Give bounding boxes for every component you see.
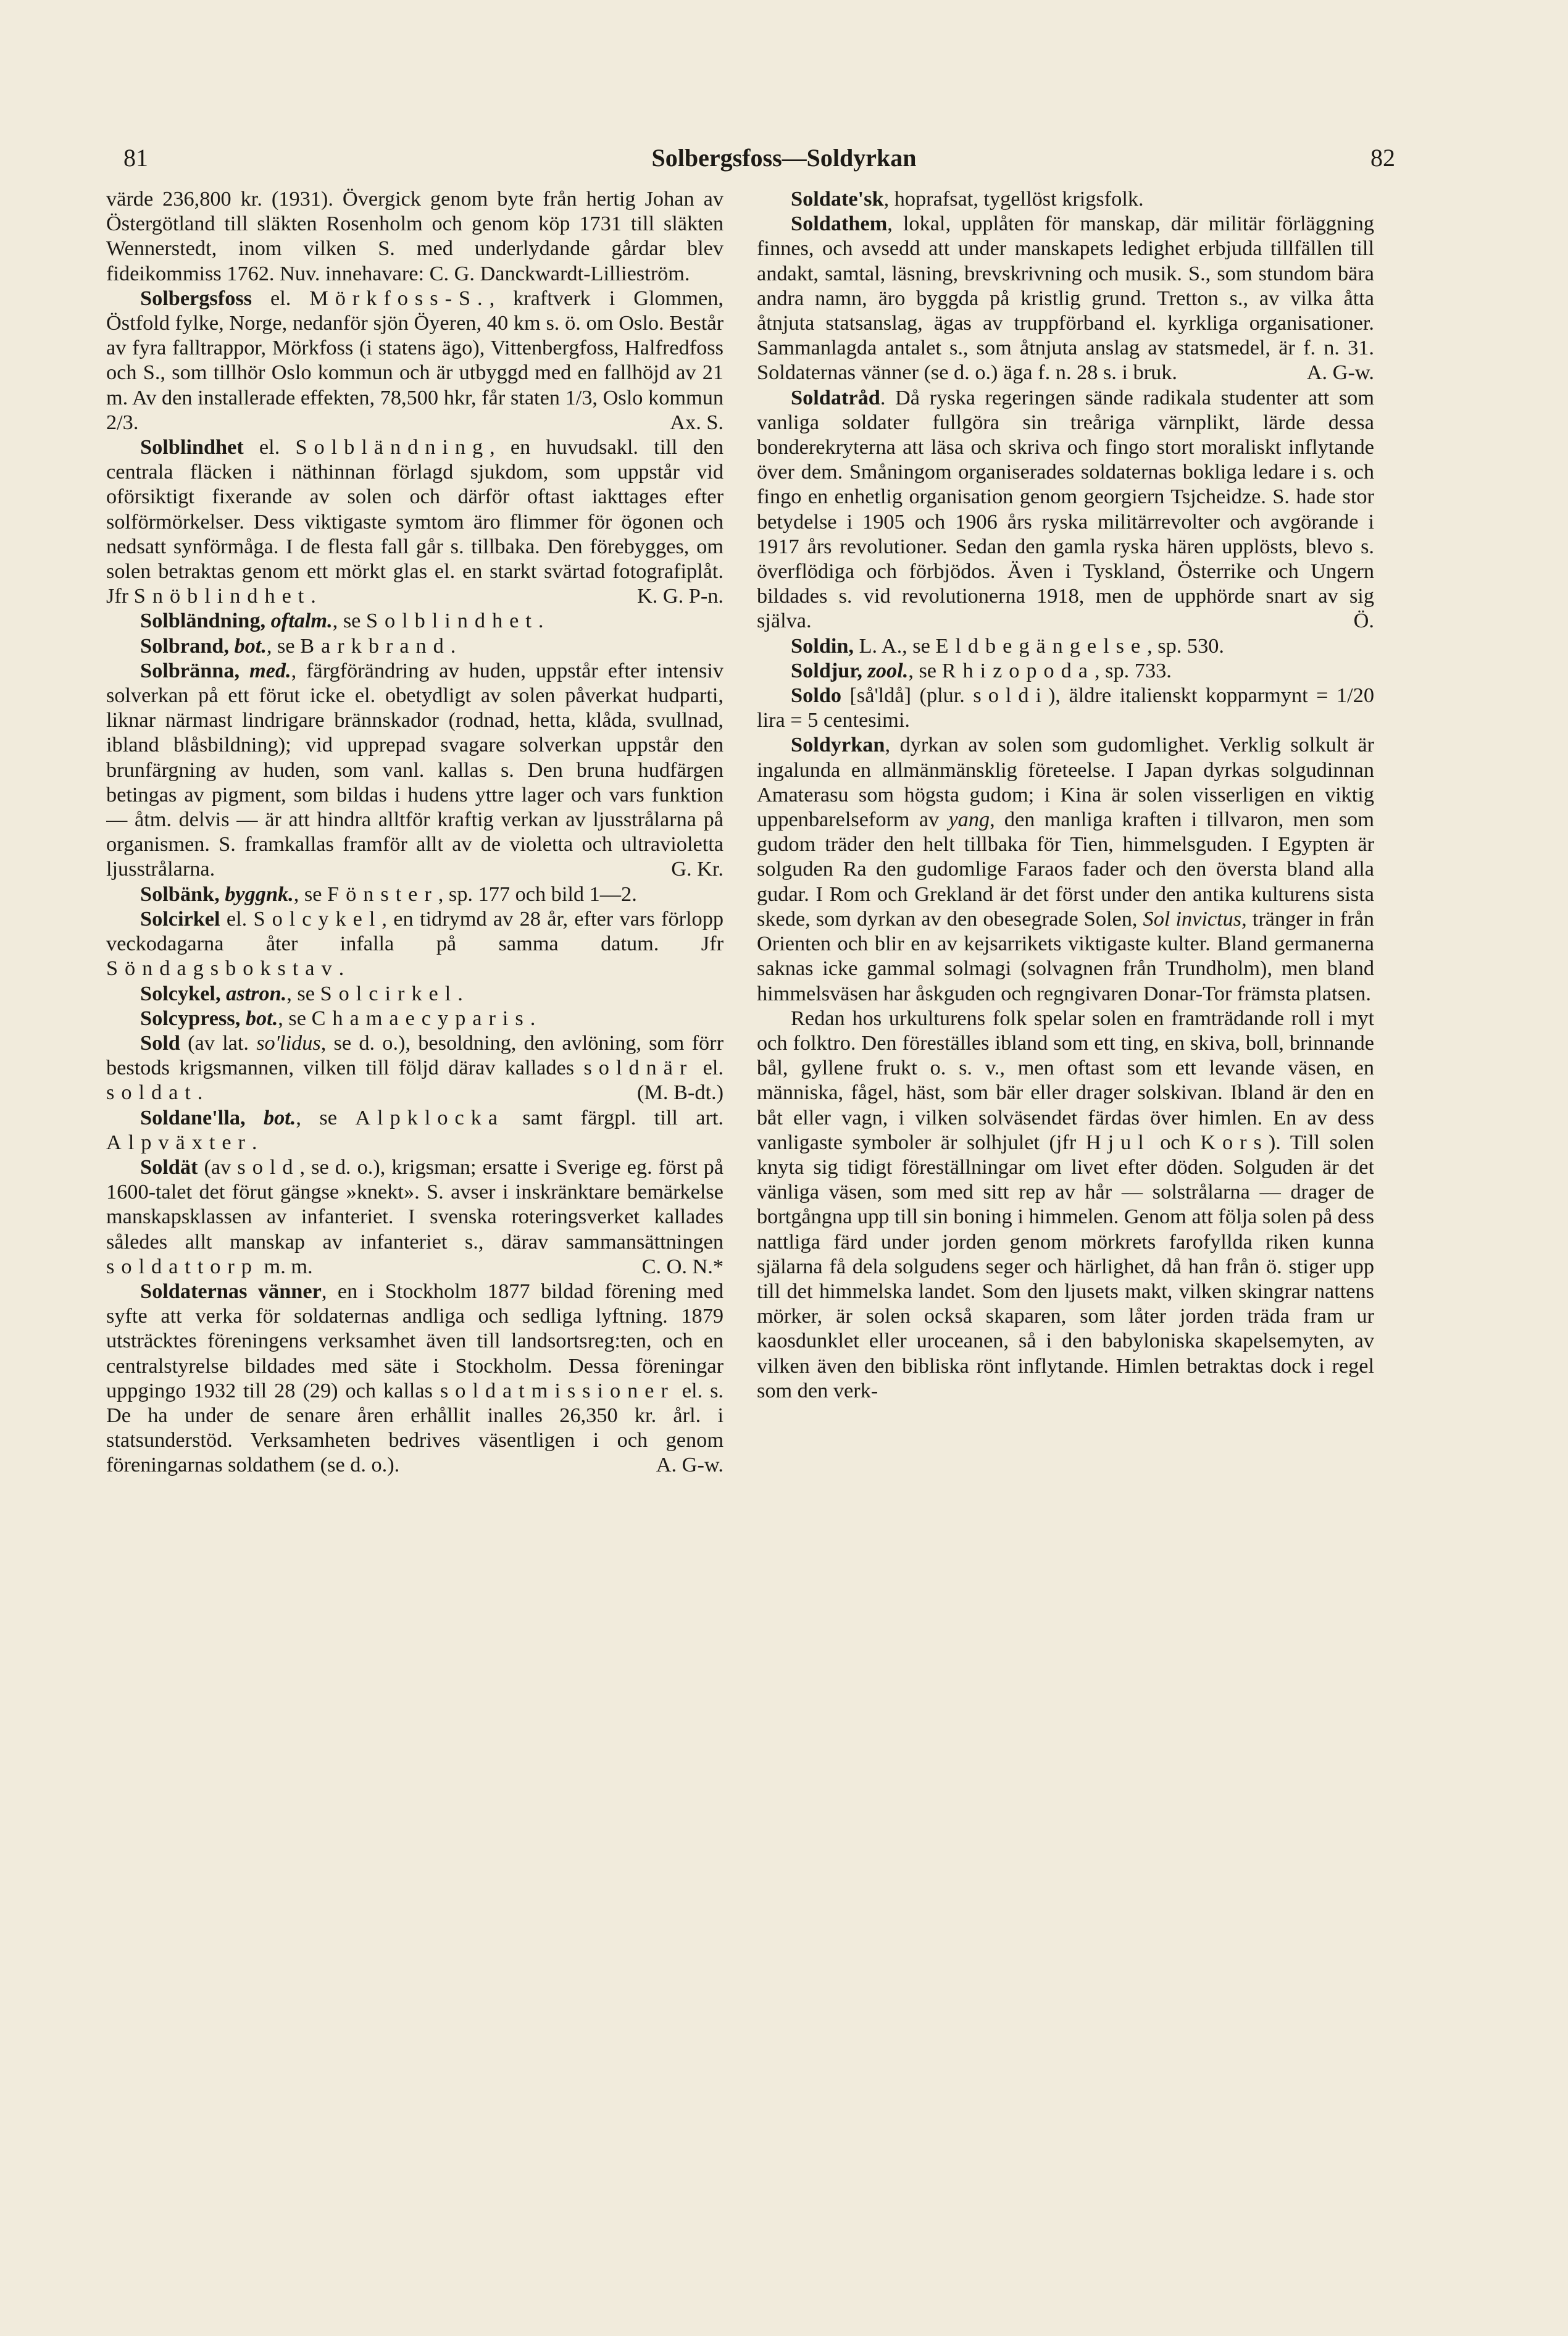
left-column	[106, 186, 724, 2280]
entry-solbranna: Solbränna, med., färgförändring av huden, uppstår efter intensiv solverkan på ett förut icke el. obetydligt av solen påverkat hudparti, liknar närmast lindrigare brännskador (rodnad, hetta, klåda, svullnad, ibland blåsbildning); vid upprepad svagare solverkan uppstår den brunfärgning av huden, som vanl. kallas s. Den bruna hudfärgen betingas av pigment, som bildas i hudens yttre lager och vars funktion — åtm. delvis — är att hindra alltför kraftig verkan av ljusstrålarna på organismen. S. framkallas framför allt av de violetta och ultravioletta ljusstrålarna. G. Kr.	[106, 658, 724, 881]
signature: C. O. N.*	[641, 1254, 724, 1278]
signature: (M. B-dt.)	[636, 1081, 724, 1105]
running-header	[0, 143, 1568, 180]
entry-soldyrkan: Soldyrkan, dyrkan av solen som gudomlighet. Verklig solkult är ingalunda en allmänmänsklig företeelse. I Japan dyrkas solgudinnan Amaterasu som högsta gudom; i Kina är solen visserligen en viktig uppenbarelseform av yang, den manliga kraften i tillvaron, men som gudom träder den helt tillbaka för Tien, himmelsguden. I Egypten är solguden Ra den gudomlige Faraos fader och den översta bland alla gudar. I Rom och Grekland är det först under den antika kulturens sista skede, som dyrkan av den obesegrade Solen, Sol invictus, tränger in från Orienten och blir en av kejsarrikets viktigaste kulter. Bland germanerna saknas icke gammal solmagi (solvagnen från Trundholm), men bland himmelsväsen har åskguden och regngivaren Donar-Tor främsta platsen.	[757, 733, 1374, 1005]
entry-sold: Sold (av lat. so'lidus, se d. o.), besoldning, den avlöning, som förr bestods krigsmannen, vilken till följd därav kallades soldnär el. soldat. (M. B-dt.)	[106, 1031, 724, 1105]
entry-soldin: Soldin, L. A., se Eldbegängelse, sp. 530.	[791, 634, 1224, 658]
entry-solblindhet: Solblindhet el. Solbländning, en huvudsakl. till den centrala fläcken i näthinnan förlagd sjukdom, som uppstår vid oförsiktigt fixerande av solen och därför oftast iakttages efter solförmörkelser. Dess viktigaste symtom äro flimmer för ögonen och nedsatt synförmåga. I de flesta fall går s. tillbaka. Den förebygges, om solen betraktas genom ett mörkt glas el. en starkt svärtad fotografiplåt. Jfr Snöblindhet. K. G. P-n.	[106, 435, 724, 608]
signature: Ax. S.	[670, 410, 724, 434]
entry-soldanella: Soldane'lla, bot., se Alpklocka samt färgpl. till art. Alpväxter.	[106, 1105, 724, 1154]
entry-solbrand: Solbrand, bot., se Barkbrand.	[140, 634, 456, 658]
entry-soldatrad: Soldatråd. Då ryska regeringen sände radikala studenter att som vanliga soldater fullgöra sin treåriga värnplikt, lärde dessa bonderekryterna att läsa och skriva och fingo stort moraliskt inflytande över dem. Småningom organiserades soldaternas bokliga ledare i s. och fingo en enhetlig organisation genom georgiern Tsjcheidze. S. hade stor betydelse i 1905 och 1906 års ryska militärrevolter och avgörande i 1917 års revolutioner. Sedan den gamla ryska hären upplösts, blevo s. överflödiga och förbjödos. Även i Tyskland, Österrike och Ungern bildades s. vid revolutionerna 1918, men de upphörde snart av sig själva. Ö.	[757, 385, 1374, 633]
entry-solcykel: Solcykel, astron., se Solcirkel.	[140, 981, 463, 1005]
entry-soldat: Soldät (av sold, se d. o.), krigsman; ersatte i Sverige eg. först på 1600-talet det förut gängse »knekt». S. avser i inskränktare bemärkelse manskapsklassen av infanteriet. I svenska roteringsverket kallades således allt manskap av infanteriet s., därav sammansättningen soldattorp m. m. C. O. N.*	[106, 1155, 724, 1278]
signature: A. G-w.	[1306, 361, 1374, 385]
page-number-left: 81	[123, 144, 148, 172]
page-number-right: 82	[1370, 144, 1395, 172]
entry-solcirkel: Solcirkel el. Solcykel, en tidrymd av 28 år, efter vars förlopp veckodagarna åter infalla på samma datum. Jfr Söndagsbokstav.	[106, 906, 724, 981]
signature: K. G. P-n.	[636, 584, 724, 608]
entry-soldatesk: Soldate'sk, hoprafsat, tygellöst krigsfolk.	[791, 187, 1144, 211]
entry-solbergsfoss: Solbergsfoss el. Mörkfoss-S., kraftverk i Glommen, Östfold fylke, Norge, nedanför sjön Öyeren, 40 km s. ö. om Oslo. Består av fyra falltrappor, Mörkfoss (i statens ägo), Vittenbergfoss, Halfredfoss och S., som tillhör Oslo kommun och är utbyggd med en fallhöjd av 21 m. Av den installerade effekten, 78,500 hkr, får staten 1/3, Oslo kommun 2/3. Ax. S.	[106, 286, 724, 434]
entry-solbank: Solbänk, byggnk., se Fönster, sp. 177 och bild 1—2.	[140, 882, 637, 906]
running-title: Solbergsfoss—Soldyrkan	[651, 144, 917, 172]
signature: G. Kr.	[671, 857, 724, 881]
entry-solcypress: Solcypress, bot., se Chamaecyparis.	[140, 1006, 536, 1030]
entry-soldjur: Soldjur, zool., se Rhizopoda, sp. 733.	[791, 658, 1172, 682]
entry-soldo: Soldo [så'ldå] (plur. soldi), äldre italienskt kopparmynt = 1/20 lira = 5 centesimi.	[757, 684, 1374, 732]
entry-solblandning: Solbländning, oftalm., se Solblindhet.	[140, 609, 544, 633]
right-column	[757, 186, 1374, 2280]
entry-soldathem: Soldathem, lokal, upplåten för manskap, där militär förläggning finnes, och avsedd att under manskapets ledighet erbjuda tillfällen till andakt, samtal, läsning, brevskrivning och musik. S., som stundom bära andra namn, äro byggda på kristlig grund. Tretton s., av vilka åtta åtnjuta statsanslag, ägas av truppförband el. kyrkliga organisationer. Sammanlagda antalet s., som åtnjuta anslag av statsmedel, är f. n. 31. Soldaternas vänner (se d. o.) äga f. n. 28 s. i bruk. A. G-w.	[757, 212, 1374, 385]
paragraph-soldyrkan-cont: Redan hos urkulturens folk spelar solen en framträdande roll i myt och folktro. Den föreställes ibland som ett ting, en skiva, boll, brinnande bål, gyllene frukt o. s. v., men oftast som ett levande väsen, en människa, fågel, häst, som bär eller drager solskivan. Ibland är den en båt eller vagn, i vilken solväsendet färdas över himlen. En av dess vanligaste symboler är solhjulet (jfr Hjul och Kors). Till solen knyta sig tidigt föreställningar om livet efter döden. Solguden är det vänliga väsen, som med sitt rep av hår — solstrålarna — drager de bortgångna upp till sin boning i himmelen. Genom att följa solen på dess nattliga färd under jorden genom mörkrets farofyllda riken kunna själarna få dela solgudens seger och härlighet, då han från ö. stiger upp till det himmelska landet. Som den ljusets makt, vilken skingrar nattens mörker, är solen också skaparen, som låter jorden träda fram ur kaosdunklet eller uroceanen, så i den babyloniska skapelsemyten, av vilken även den bibliska rönt inflytande. Himlen betraktas dock i regel som den verk-	[757, 1006, 1374, 1402]
signature: Ö.	[1353, 609, 1374, 633]
signature: A. G-w.	[656, 1453, 724, 1477]
entry-soldaternas-vanner: Soldaternas vänner, en i Stockholm 1877 bildad förening med syfte att verka för soldaternas andliga och sedliga lyftning. 1879 utsträcktes föreningens verksamhet även till landsortsreg:ten, och en centralstyrelse bildades med säte i Stockholm. Dessa föreningar uppgingo 1932 till 28 (29) och kallas soldatmissioner el. s. De ha under de senare åren erhållit inalles 26,350 kr. årl. i statsunderstöd. Verksamheten bedrives väsentligen i och genom föreningarnas soldathem (se d. o.). A. G-w.	[106, 1279, 724, 1477]
entry-continuation: värde 236,800 kr. (1931). Övergick genom byte från hertig Johan av Östergötland till släkten Rosenholm och genom köp 1731 till släkten Wennerstedt, inom vilken S. med underlydande gårdar blev fideikommiss 1762. Nuv. innehavare: C. G. Danckwardt-Lillieström.	[106, 187, 724, 285]
